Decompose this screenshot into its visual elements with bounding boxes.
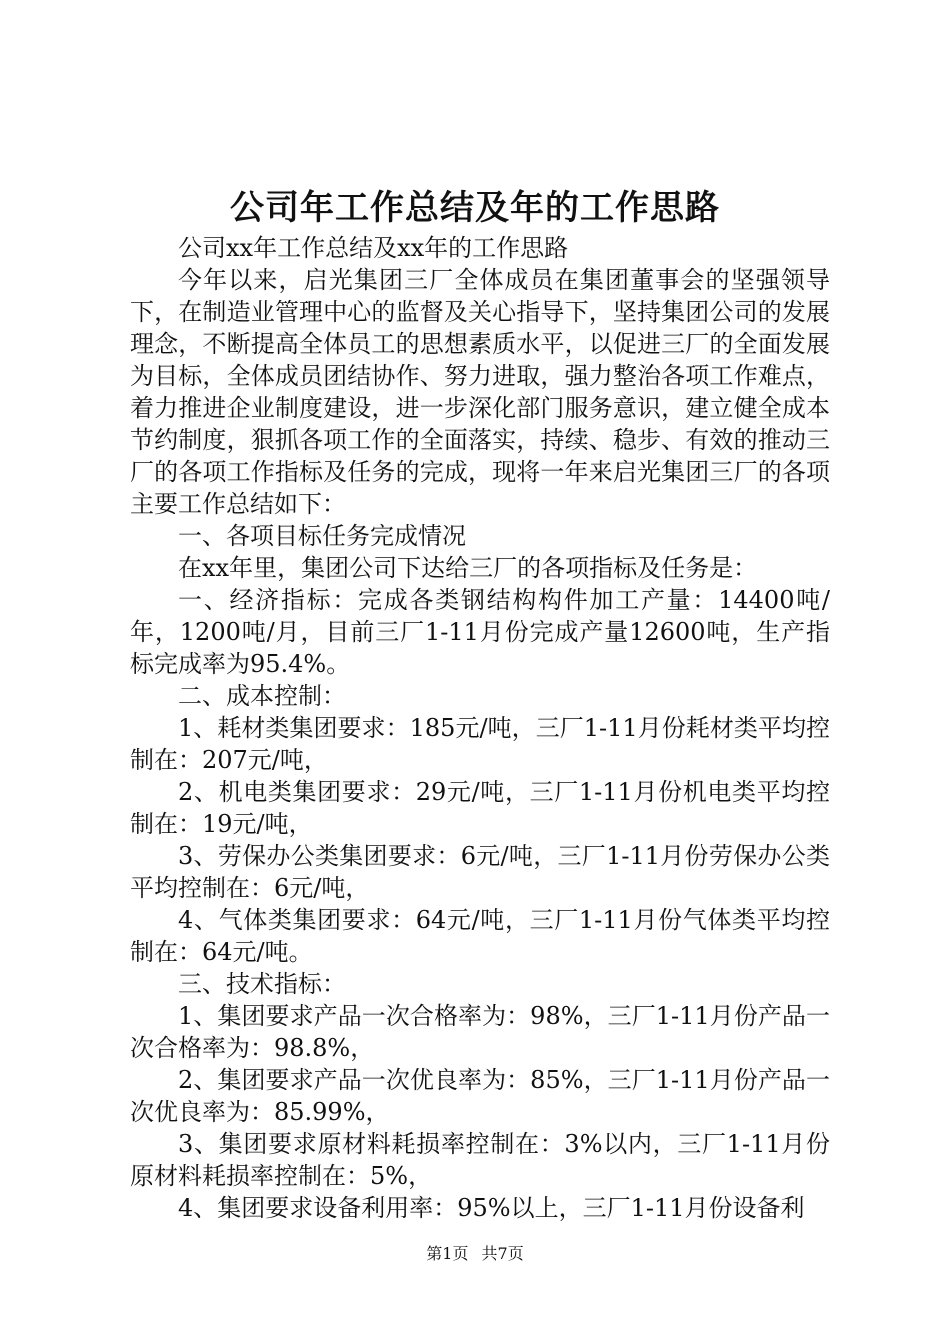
section-heading-cost-control: 二、成本控制： — [178, 682, 346, 710]
page-number: 第1页 — [426, 1244, 469, 1263]
paragraph-subtitle: 公司xx年工作总结及xx年的工作思路 — [178, 234, 569, 262]
paragraph-tech-pass-rate: 1、集团要求产品一次合格率为：98%，三厂1-11月份产品一次合格率为：98.8%， — [130, 1002, 830, 1062]
section-heading-technical: 三、技术指标： — [178, 970, 346, 998]
paragraph-intro: 今年以来，启光集团三厂全体成员在集团董事会的坚强领导下，在制造业管理中心的监督及关心指导下，坚持集团公司的发展理念，不断提高全体员工的思想素质水平，以促进三厂的全面发展为目标，全体成员团结协作、努力进取，强力整治各项工作难点，着力推进企业制度建设，进一步深化部门服务意识，建立健全成本节约制度，狠抓各项工作的全面落实，持续、稳步、有效的推动三厂的各项工作指标及任务的完成，现将一年来启光集团三厂的各项主要工作总结如下： — [130, 266, 830, 518]
document-body — [130, 232, 830, 1224]
paragraph-cost-labor-office: 3、劳保办公类集团要求：6元/吨，三厂1-11月份劳保办公类平均控制在：6元/吨， — [130, 842, 830, 902]
paragraph-cost-electromechanical: 2、机电类集团要求：29元/吨，三厂1-11月份机电类平均控制在：19元/吨， — [130, 778, 830, 838]
paragraph-tasks: 在xx年里，集团公司下达给三厂的各项指标及任务是： — [178, 554, 758, 582]
page-total: 共7页 — [481, 1244, 524, 1263]
page-footer — [0, 1242, 950, 1266]
document-title: 公司年工作总结及年的工作思路 — [230, 188, 720, 228]
paragraph-tech-excellent-rate: 2、集团要求产品一次优良率为：85%，三厂1-11月份产品一次优良率为：85.99%， — [130, 1066, 830, 1126]
paragraph-economic-indicators: 一、经济指标：完成各类钢结构构件加工产量：14400吨/年，1200吨/月，目前三厂1-11月份完成产量12600吨，生产指标完成率为95.4%。 — [130, 586, 830, 678]
paragraph-cost-consumables: 1、耗材类集团要求：185元/吨，三厂1-11月份耗材类平均控制在：207元/吨， — [130, 714, 830, 774]
paragraph-tech-material-loss: 3、集团要求原材料耗损率控制在：3%以内，三厂1-11月份原材料耗损率控制在：5%， — [130, 1130, 830, 1190]
paragraph-tech-equipment: 4、集团要求设备利用率：95%以上，三厂1-11月份设备利 — [178, 1194, 805, 1222]
paragraph-cost-gas: 4、气体类集团要求：64元/吨，三厂1-11月份气体类平均控制在：64元/吨。 — [130, 906, 830, 966]
section-heading-targets: 一、各项目标任务完成情况 — [178, 522, 466, 550]
